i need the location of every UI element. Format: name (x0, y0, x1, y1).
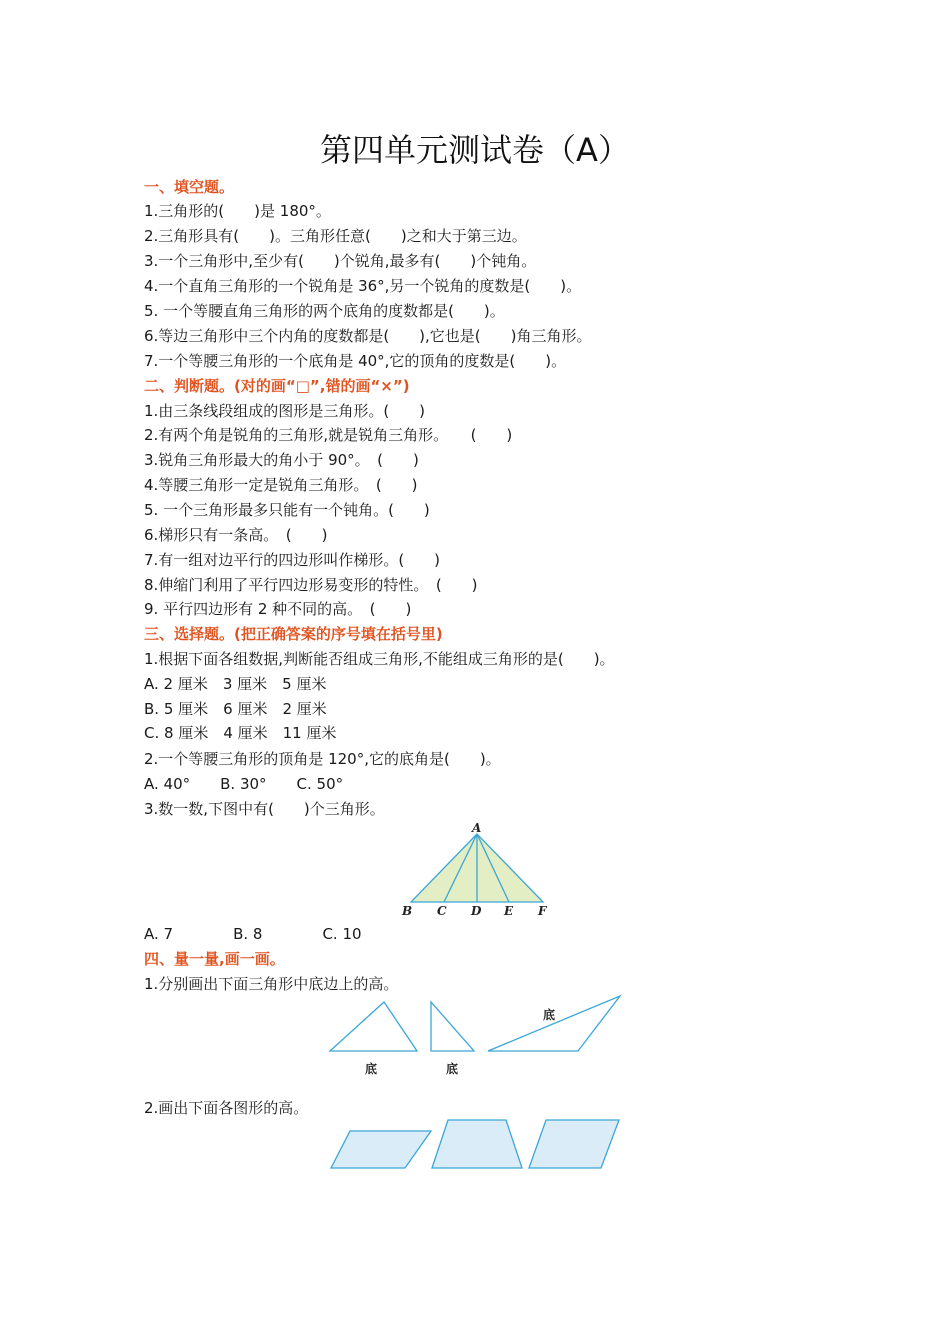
judge-question-9: 9. 平行四边形有 2 种不同的高。 ( ) (144, 600, 412, 618)
choice-question-2: 2.一个等腰三角形的顶角是 120°,它的底角是( )。 (144, 750, 501, 768)
fill-question-4: 4.一个直角三角形的一个锐角是 36°,另一个锐角的度数是( )。 (144, 277, 582, 295)
parallelogram-1 (331, 1131, 431, 1168)
triangle-count-figure (396, 818, 556, 922)
fill-question-7: 7.一个等腰三角形的一个底角是 40°,它的顶角的度数是( )。 (144, 352, 567, 370)
judge-question-3: 3.锐角三角形最大的角小于 90°。 ( ) (144, 451, 419, 469)
fill-question-2: 2.三角形具有( )。三角形任意( )之和大于第三边。 (144, 227, 527, 245)
choice-2-options: A. 40° B. 30° C. 50° (144, 775, 344, 793)
choice-question-3: 3.数一数,下图中有( )个三角形。 (144, 800, 385, 818)
quadrilaterals-figure (324, 1114, 626, 1174)
judge-question-6: 6.梯形只有一条高。 ( ) (144, 526, 328, 544)
point-label-c: C (437, 904, 447, 918)
point-label-f: F (538, 904, 547, 918)
fill-question-5: 5. 一个等腰直角三角形的两个底角的度数都是( )。 (144, 302, 505, 320)
trapezoid (432, 1120, 522, 1168)
judge-question-4: 4.等腰三角形一定是锐角三角形。 ( ) (144, 476, 418, 494)
base-label-1: 底 (365, 1062, 378, 1076)
triangles-figure (320, 990, 630, 1085)
section-heading-true-false: 二、判断题。(对的画“□”,错的画“×”) (144, 377, 410, 395)
point-label-a: A (472, 821, 482, 835)
judge-question-1: 1.由三条线段组成的图形是三角形。( ) (144, 402, 426, 420)
choice-3-options: A. 7 B. 8 C. 10 (144, 925, 362, 943)
fill-question-1: 1.三角形的( )是 180°。 (144, 202, 331, 220)
section-heading-fill-in: 一、填空题。 (144, 178, 235, 196)
parallelogram-2 (529, 1120, 619, 1168)
base-label-2: 底 (446, 1062, 459, 1076)
draw-question-2: 2.画出下面各图形的高。 (144, 1099, 309, 1117)
choice-1-option-b: B. 5 厘米 6 厘米 2 厘米 (144, 700, 327, 718)
point-label-d: D (471, 904, 482, 918)
triangle-2-right (431, 1002, 474, 1051)
fill-question-3: 3.一个三角形中,至少有( )个锐角,最多有( )个钝角。 (144, 252, 537, 270)
triangle-3-obtuse (488, 996, 620, 1051)
section-heading-measure-draw: 四、量一量,画一画。 (144, 950, 285, 968)
draw-question-1: 1.分别画出下面三角形中底边上的高。 (144, 975, 399, 993)
choice-question-1: 1.根据下面各组数据,判断能否组成三角形,不能组成三角形的是( )。 (144, 650, 615, 668)
judge-question-8: 8.伸缩门利用了平行四边形易变形的特性。 ( ) (144, 576, 478, 594)
judge-question-5: 5. 一个三角形最多只能有一个钝角。( ) (144, 501, 430, 519)
choice-1-option-a: A. 2 厘米 3 厘米 5 厘米 (144, 675, 327, 693)
choice-1-option-c: C. 8 厘米 4 厘米 11 厘米 (144, 724, 337, 742)
point-label-e: E (504, 904, 514, 918)
point-label-b: B (402, 904, 413, 918)
triangle-1 (330, 1002, 417, 1051)
fill-question-6: 6.等边三角形中三个内角的度数都是( ),它也是( )角三角形。 (144, 327, 592, 345)
judge-question-2: 2.有两个角是锐角的三角形,就是锐角三角形。 ( ) (144, 426, 513, 444)
page-title: 第四单元测试卷（A） (320, 131, 630, 169)
base-label-3: 底 (543, 1008, 556, 1022)
section-heading-choice: 三、选择题。(把正确答案的序号填在括号里) (144, 625, 443, 643)
judge-question-7: 7.有一组对边平行的四边形叫作梯形。( ) (144, 551, 441, 569)
